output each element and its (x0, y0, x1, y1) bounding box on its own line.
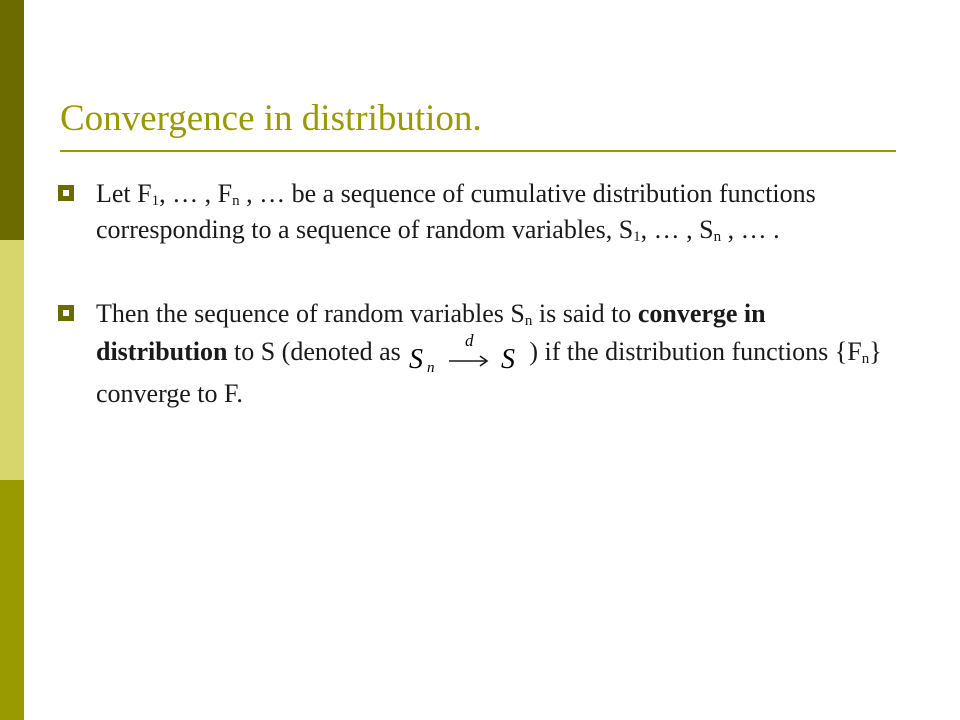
square-bullet-icon (58, 185, 74, 201)
square-bullet-icon (58, 305, 74, 321)
bullet-1-text: Let $F_1$, … , $F_n$ , … be a sequence of cumulative distribution functions corresponding to a sequence of random variables, $S_1$, … , $S_n$ , … . (96, 179, 816, 245)
svg-text:d: d (465, 331, 474, 350)
title-underline (60, 150, 896, 152)
svg-text:S: S (501, 344, 516, 374)
side-bar-bottom (0, 480, 24, 720)
bullet-2 (58, 296, 898, 412)
bullet-1 (58, 176, 898, 248)
svg-text:S: S (409, 344, 424, 374)
convergence-formula (407, 330, 529, 374)
bullet-2-text: Then the sequence of random variables $S_n$ is said to converge in distribution to S (denoted as S n d S ) if the distribution functions $\{F_n\}$ converge to F. (96, 299, 882, 408)
side-bar-middle (0, 240, 24, 480)
slide-title: Convergence in distribution. (60, 98, 482, 139)
side-bar-top (0, 0, 24, 240)
svg-text:n: n (427, 360, 435, 374)
bold-term: converge in distribution (96, 299, 766, 366)
right-arrow-icon (449, 356, 487, 366)
